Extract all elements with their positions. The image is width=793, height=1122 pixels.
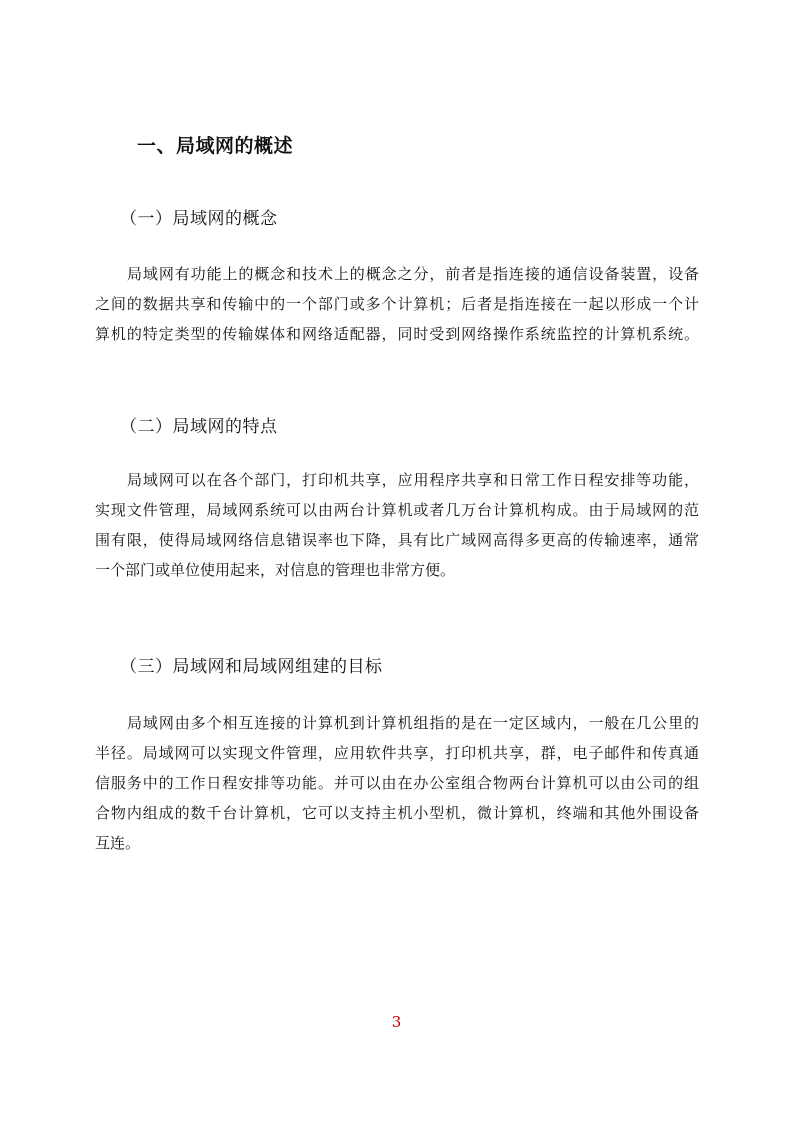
paragraph-line: 一个部门或单位使用起来，对信息的管理也非常方便。	[95, 561, 456, 579]
paragraph-line: 局域网有功能上的概念和技术上的概念之分，前者是指连接的通信设备装置，设备	[127, 265, 699, 283]
section-title-goals: （三）局域网和局域网组建的目标	[120, 657, 383, 677]
main-heading: 一、局域网的概述	[137, 135, 294, 157]
paragraph-line: 信服务中的工作日程安排等功能。并可以由在办公室组合物两台计算机可以由公司的组	[95, 774, 699, 792]
paragraph-line: 互连。	[95, 834, 141, 852]
paragraph-line: 围有限，使得局域网络信息错误率也下降，具有比广域网高得多更高的传输速率，通常	[95, 531, 699, 549]
page-number: 3	[391, 1013, 402, 1031]
section-title-features: （二）局域网的特点	[120, 417, 278, 437]
section-paragraph-goals	[95, 713, 699, 863]
paragraph-line: 局域网由多个相互连接的计算机到计算机组指的是在一定区域内，一般在几公里的	[127, 714, 699, 732]
section-title-concept: （一）局域网的概念	[120, 209, 278, 229]
section-paragraph-features	[95, 470, 699, 590]
section-paragraph-concept	[95, 264, 699, 354]
paragraph-line: 半径。局域网可以实现文件管理，应用软件共享，打印机共享，群，电子邮件和传真通	[95, 744, 699, 762]
paragraph-line: 之间的数据共享和传输中的一个部门或多个计算机；后者是指连接在一起以形成一个计	[95, 295, 699, 313]
paragraph-line: 算机的特定类型的传输媒体和网络适配器，同时受到网络操作系统监控的计算机系统。	[95, 325, 699, 343]
paragraph-line: 局域网可以在各个部门，打印机共享，应用程序共享和日常工作日程安排等功能，	[127, 471, 699, 489]
paragraph-line: 合物内组成的数千台计算机，它可以支持主机小型机，微计算机，终端和其他外围设备	[95, 804, 699, 822]
paragraph-line: 实现文件管理，局域网系统可以由两台计算机或者几万台计算机构成。由于局域网的范	[95, 501, 699, 519]
